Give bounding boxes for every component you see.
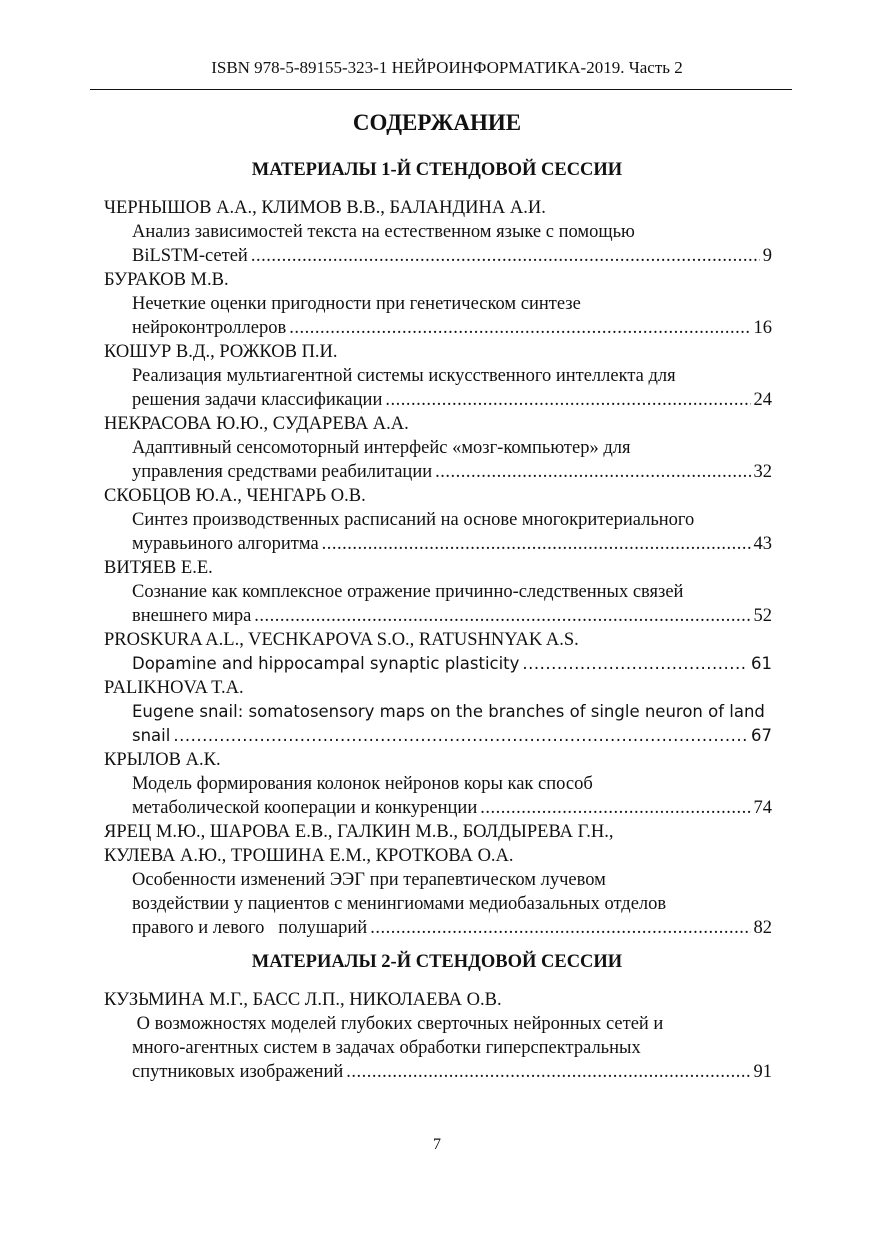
- toc-entry: [104, 196, 772, 268]
- toc-entry: [104, 484, 772, 556]
- entry-authors: PROSKURA A.L., VECHKAPOVA S.O., RATUSHNYAK A.S.: [104, 630, 579, 650]
- toc-entry: [104, 412, 772, 484]
- entry-title: [132, 292, 772, 340]
- entry-authors: ЧЕРНЫШОВ А.А., КЛИМОВ В.В., БАЛАНДИНА А.И.: [104, 198, 546, 218]
- toc-entry: [104, 268, 772, 340]
- entry-authors: КУЛЕВА А.Ю., ТРОШИНА Е.М., КРОТКОВА О.А.: [104, 846, 514, 866]
- entry-title-line: много-агентных систем в задачах обработки гиперспектральных: [132, 1038, 641, 1058]
- entry-title-line: правого и левого полушарий: [132, 918, 368, 938]
- toc-entry: [104, 748, 772, 820]
- toc-list-2: [104, 988, 772, 1084]
- toc-entry: [104, 988, 772, 1084]
- entry-title-line: snail: [132, 726, 171, 745]
- dot-leader: [370, 916, 750, 940]
- entry-title-line: Анализ зависимостей текста на естественном языке с помощью: [132, 222, 635, 242]
- entry-title-line: BiLSTM-сетей: [132, 246, 248, 266]
- entry-title-line: Синтез производственных расписаний на основе многокритериального: [132, 510, 695, 530]
- page-title: СОДЕРЖАНИЕ: [352, 110, 522, 135]
- entry-page-number: 16: [753, 318, 772, 338]
- toc-entry: [104, 820, 772, 940]
- entry-title: [132, 652, 772, 676]
- entry-title-line: Особенности изменений ЭЭГ при терапевтическом лучевом: [132, 870, 606, 890]
- toc-entry: [104, 556, 772, 628]
- entry-title: [132, 220, 772, 268]
- header-rule: [90, 89, 792, 90]
- entry-title: [132, 772, 772, 820]
- entry-title-line: воздействии у пациентов с менингиомами медиобазальных отделов: [132, 894, 667, 914]
- section-heading-2: МАТЕРИАЛЫ 2-Й СТЕНДОВОЙ СЕССИИ: [251, 952, 623, 972]
- dot-leader: [322, 532, 751, 556]
- entry-title-line: Нечеткие оценки пригодности при генетическом синтезе: [132, 294, 581, 314]
- dot-leader: [522, 652, 748, 676]
- entry-page-number: 32: [753, 462, 772, 482]
- page-number: 7: [433, 1136, 441, 1153]
- entry-title: [132, 580, 772, 628]
- entry-authors: СКОБЦОВ Ю.А., ЧЕНГАРЬ О.В.: [104, 486, 366, 506]
- entry-page-number: 52: [753, 606, 772, 626]
- entry-page-number: 61: [751, 654, 772, 673]
- entry-page-number: 82: [753, 918, 772, 938]
- entry-page-number: 43: [753, 534, 772, 554]
- dot-leader: [435, 460, 750, 484]
- entry-authors: PALIKHOVA T.A.: [104, 678, 244, 698]
- entry-authors: ЯРЕЦ М.Ю., ШАРОВА Е.В., ГАЛКИН М.В., БОЛДЫРЕВА Г.Н.,: [104, 822, 614, 842]
- toc-list-1: [104, 196, 772, 940]
- entry-title-line: управления средствами реабилитации: [132, 462, 433, 482]
- toc-entry: [104, 676, 772, 748]
- entry-authors: КУЗЬМИНА М.Г., БАСС Л.П., НИКОЛАЕВА О.В.: [104, 990, 502, 1010]
- entry-title: [132, 436, 772, 484]
- toc-entry: [104, 628, 772, 676]
- dot-leader: [289, 316, 750, 340]
- entry-page-number: 9: [762, 246, 772, 266]
- section-heading-1: МАТЕРИАЛЫ 1-Й СТЕНДОВОЙ СЕССИИ: [251, 160, 623, 180]
- entry-title-line: нейроконтроллеров: [132, 318, 287, 338]
- entry-title-line: внешнего мира: [132, 606, 252, 626]
- entry-title-line: О возможностях моделей глубоких сверточных нейронных сетей и: [132, 1014, 664, 1034]
- dot-leader: [251, 244, 760, 268]
- dot-leader: [385, 388, 750, 412]
- toc-entry: [104, 340, 772, 412]
- entry-authors: НЕКРАСОВА Ю.Ю., СУДАРЕВА А.А.: [104, 414, 409, 434]
- entry-authors: ВИТЯЕВ Е.Е.: [104, 558, 213, 578]
- entry-authors: КОШУР В.Д., РОЖКОВ П.И.: [104, 342, 338, 362]
- entry-page-number: 74: [753, 798, 772, 818]
- entry-title: [132, 364, 772, 412]
- entry-title-line: Dopamine and hippocampal synaptic plasticity: [132, 654, 520, 673]
- running-header: ISBN 978-5-89155-323-1 НЕЙРОИНФОРМАТИКА-2019. Часть 2: [211, 58, 683, 77]
- entry-page-number: 24: [753, 390, 772, 410]
- entry-title-line: Сознание как комплексное отражение причинно-следственных связей: [132, 582, 684, 602]
- entry-title-line: Реализация мультиагентной системы искусственного интеллекта для: [132, 366, 676, 386]
- dot-leader: [346, 1060, 750, 1084]
- dot-leader: [254, 604, 750, 628]
- entry-title: [132, 1012, 772, 1084]
- entry-title-line: спутниковых изображений: [132, 1062, 344, 1082]
- entry-title-line: Eugene snail: somatosensory maps on the branches of single neuron of land: [132, 702, 765, 721]
- entry-title-line: метаболической кооперации и конкуренции: [132, 798, 478, 818]
- entry-page-number: 67: [751, 726, 772, 745]
- entry-title-line: решения задачи классификации: [132, 390, 383, 410]
- dot-leader: [480, 796, 750, 820]
- entry-title: [132, 508, 772, 556]
- entry-title-line: Адаптивный сенсомоторный интерфейс «мозг-компьютер» для: [132, 438, 631, 458]
- entry-authors: БУРАКОВ М.В.: [104, 270, 229, 290]
- entry-page-number: 91: [753, 1062, 772, 1082]
- entry-title: [132, 700, 772, 748]
- entry-title-line: Модель формирования колонок нейронов коры как способ: [132, 774, 593, 794]
- entry-title: [132, 868, 772, 940]
- entry-title-line: муравьиного алгоритма: [132, 534, 319, 554]
- dot-leader: [173, 724, 748, 748]
- entry-authors: КРЫЛОВ А.К.: [104, 750, 221, 770]
